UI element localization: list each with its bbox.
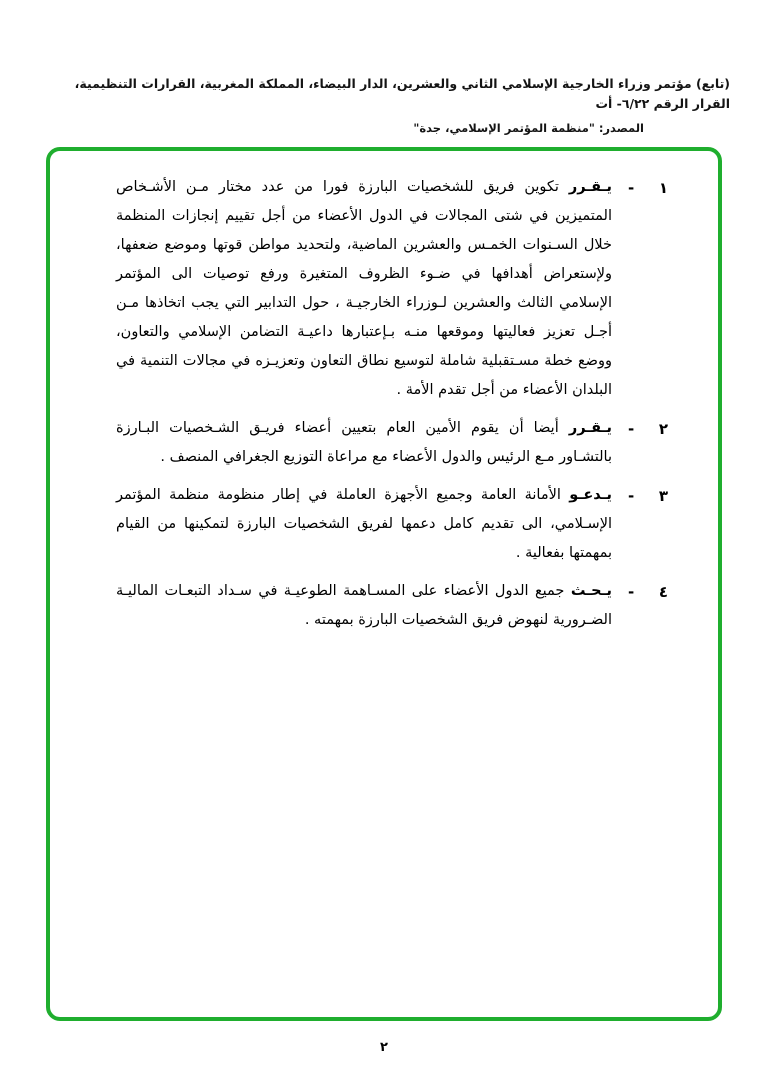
item-number: ١ — [658, 179, 668, 197]
source-value: "منظمة المؤتمر الإسلامي، جدة" — [413, 121, 595, 135]
item-body: جميع الدول الأعضاء على المسـاهمة الطوعيـة في سـداد التبعـات الماليـة الضـرورية لنهوض فريق الشخصيات البارزة بمهمته . — [116, 583, 612, 628]
resolution-item — [116, 481, 668, 568]
item-lead-word: يـقـرر — [568, 179, 613, 195]
item-body: الأمانة العامة وجميع الأجهزة العاملة في إطار منظومة منظمة المؤتمر الإسـلامي، الى تقديم كامل دعمها لفريق الشخصيات البارزة لتمكينها من القيام بمهمتها بفعالية . — [116, 487, 612, 561]
item-lead-word: يـقـرر — [568, 420, 613, 436]
item-number: ٣ — [658, 487, 668, 505]
item-number: ٢ — [658, 420, 668, 438]
item-number-cell — [628, 481, 668, 568]
item-text — [116, 577, 612, 635]
page-header — [38, 74, 730, 135]
item-dash: - — [628, 179, 635, 197]
resolution-item — [116, 414, 668, 472]
item-lead-word: يـدعـو — [569, 487, 612, 503]
page-number: ٢ — [380, 1040, 388, 1055]
item-text — [116, 173, 612, 405]
resolution-item — [116, 173, 668, 405]
item-dash: - — [628, 487, 635, 505]
item-text — [116, 481, 612, 568]
item-body: أيضا أن يقوم الأمين العام بتعيين أعضاء فريـق الشـخصيات البـارزة بالتشـاور مـع الرئيس والدول الأعضاء مع مراعاة التوزيع الجغرافي المنصف . — [116, 420, 612, 465]
item-body: تكوين فريق للشخصيات البارزة فورا من عدد مختار مـن الأشـخاص المتميزين في شتى المجالات في الدول الأعضاء من أجل تقييم إنجازات المنظمة خلال السـنوات الخمـس والعشرين الماضية، ولتحديد مواطن قوتها وموضع ضعفها، ولإستعراض أهدافها في ضـوء الظروف المتغيرة ورفع توصيات الى المؤتمر الإسلامي الثالث والعشرين لـوزراء الخارجيـة ، حول التدابير التي يجب اتخاذها مـن أجـل تعزيز فعاليتها وموقعها منـه بـإعتبارها داعيـة التضامن الإسلامي والتعاون، ووضع خطة مسـتقبلية شاملة لتوسيع نطاق التعاون وتعزيـزه في مجالات التنمية في البلدان الأعضاء من أجل تقدم الأمة . — [116, 179, 612, 398]
item-number-cell — [628, 173, 668, 405]
header-title: (تابع) مؤتمر وزراء الخارجية الإسلامي الثاني والعشرين، الدار البيضاء، المملكة المغربية، القرارات التنظيمية، القرار الرقم ٦/٢٢- أت — [74, 76, 730, 111]
item-number-cell — [628, 414, 668, 472]
item-text — [116, 414, 612, 472]
source-line — [38, 121, 644, 135]
item-number: ٤ — [658, 583, 668, 601]
source-label: المصدر: — [598, 121, 644, 135]
item-lead-word: يـحـث — [570, 583, 613, 599]
resolution-item — [116, 577, 668, 635]
resolution-box — [46, 147, 722, 1021]
item-dash: - — [628, 420, 635, 438]
item-dash: - — [628, 583, 635, 601]
item-number-cell — [628, 577, 668, 635]
